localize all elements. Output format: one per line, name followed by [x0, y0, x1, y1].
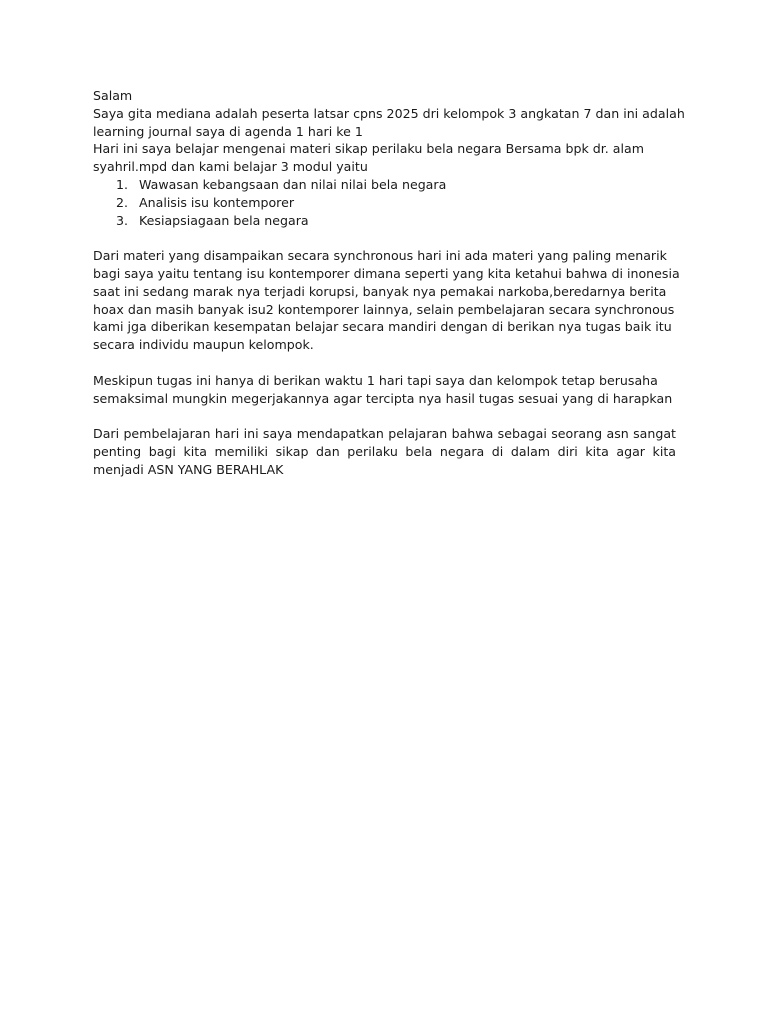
module-list	[93, 176, 676, 229]
paragraph-line: hoax dan masih banyak isu2 kontemporer lainnya, selain pembelajaran secara synchronous	[93, 301, 675, 317]
intro-line: Saya gita mediana adalah peserta latsar cpns 2025 dri kelompok 3 angkatan 7 dan ini adalah	[93, 105, 685, 121]
paragraph-spacer	[93, 407, 676, 425]
paragraph-line: semaksimal mungkin megerjakannya agar tercipta nya hasil tugas sesuai yang di harapkan	[93, 390, 673, 406]
document-body	[93, 87, 685, 479]
module-text: Wawasan kebangsaan dan nilai nilai bela negara	[139, 176, 447, 192]
module-list-item	[93, 176, 676, 194]
module-number: 3.	[116, 212, 129, 228]
paragraph-line: bagi saya yaitu tentang isu kontemporer dimana seperti yang kita ketahui bahwa di inonesia	[93, 265, 680, 281]
paragraph-synchronous	[93, 247, 680, 354]
paragraph-conclusion: Dari pembelajaran hari ini saya mendapatkan pelajaran bahwa sebagai seorang asn sangat penting bagi kita memiliki sikap dan perilaku bela negara di dalam diri kita agar kita menjadi ASN YANG BERAHLAK	[93, 426, 676, 477]
paragraph-task	[93, 372, 676, 408]
greeting-line: Salam	[93, 88, 133, 103]
module-number: 2.	[116, 194, 129, 210]
intro-line: learning journal saya di agenda 1 hari ke 1	[93, 123, 363, 139]
intro-line: Hari ini saya belajar mengenai materi sikap perilaku bela negara Bersama bpk dr. alam	[93, 141, 644, 157]
paragraph-spacer	[93, 354, 676, 372]
paragraph-line: Meskipun tugas ini hanya di berikan waktu 1 hari tapi saya dan kelompok tetap berusaha	[93, 372, 658, 388]
paragraph-spacer	[93, 229, 676, 247]
paragraph-line: Dari materi yang disampaikan secara synchronous hari ini ada materi yang paling menarik	[93, 248, 667, 264]
paragraph-line: secara individu maupun kelompok.	[93, 337, 314, 353]
module-text: Kesiapsiagaan bela negara	[139, 212, 309, 228]
intro-line: syahril.mpd dan kami belajar 3 modul yaitu	[93, 159, 368, 175]
module-text: Analisis isu kontemporer	[139, 194, 294, 210]
module-number: 1.	[116, 176, 129, 192]
paragraph-line: saat ini sedang marak nya terjadi korupsi, banyak nya pemakai narkoba,beredarnya berita	[93, 283, 667, 299]
paragraph-line: kami jga diberikan kesempatan belajar secara mandiri dengan di berikan nya tugas baik itu	[93, 319, 672, 335]
module-list-item	[93, 212, 676, 230]
module-list-item	[93, 194, 676, 212]
